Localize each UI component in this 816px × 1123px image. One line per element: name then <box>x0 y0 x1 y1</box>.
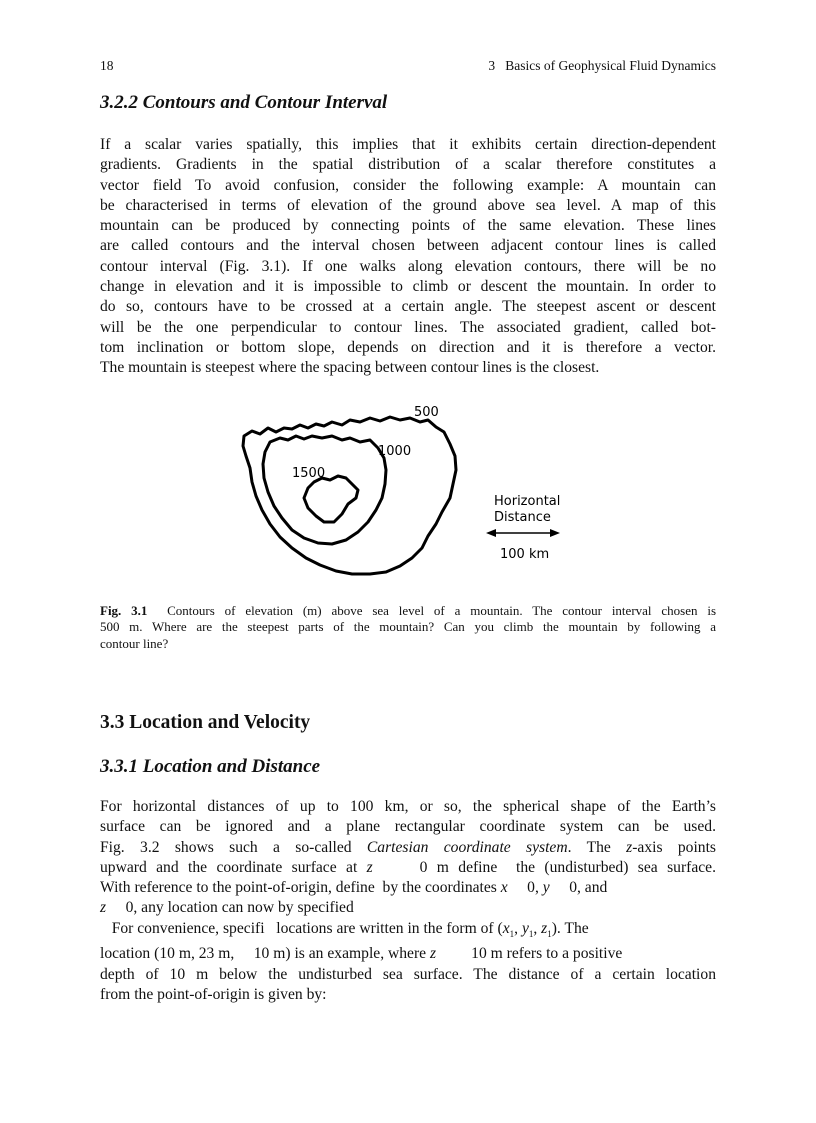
text-line: be characterised in terms of elevation of the ground above sea level. A map of this <box>100 196 716 214</box>
double-arrow-icon <box>486 529 560 537</box>
text-line: will be the one perpendicular to contour lines. The associated gradient, called bot- <box>100 318 716 336</box>
paragraph-convenience <box>100 919 716 1005</box>
scale-value: 100 km <box>500 547 550 562</box>
math-var: z <box>430 945 437 963</box>
text-line: are called contours and the interval chosen between adjacent contour lines is called <box>100 237 716 255</box>
text-line <box>100 878 716 898</box>
text-run: 0, <box>507 879 543 897</box>
term-cartesian: Cartesian coordinate system <box>366 838 568 856</box>
math-var: y <box>542 879 550 897</box>
figure-contour-map <box>230 398 590 598</box>
text-line: from the point-of-origin is given by: <box>100 986 327 1003</box>
text-run: -axis points <box>632 838 716 856</box>
caption-text: Contours of elevation (m) above sea level of a mountain. The contour interval chosen is <box>167 603 717 618</box>
math-var: z <box>626 838 633 856</box>
text-line: If a scalar varies spatially, this implies that it exhibits certain direction-dependent <box>100 136 716 153</box>
text-line: For horizontal distances of up to 100 km, or so, the spherical shape of the Earth’s <box>100 798 716 815</box>
section-heading-3-3: 3.3 Location and Velocity <box>100 712 311 733</box>
text-run: 0, any location can now by specified <box>106 899 354 917</box>
math-var: z <box>541 920 548 937</box>
subscript: 1 <box>547 929 552 940</box>
caption-line: 500 m. Where are the steepest parts of the mountain? Can you climb the mountain by following a <box>100 619 716 635</box>
text-run: , <box>514 920 522 937</box>
text-line: depth of 10 m below the undisturbed sea surface. The distance of a certain location <box>100 965 716 983</box>
text-run: , <box>533 920 542 937</box>
text-run: For convenience, specifi locations are written in the form of ( <box>111 920 503 937</box>
text-line: surface can be ignored and a plane rectangular coordinate system can be used. <box>100 818 716 836</box>
subsection-heading-3-3-1: 3.3.1 Location and Distance <box>100 756 321 777</box>
page-number: 18 <box>100 58 114 73</box>
text-line: change in elevation and it is impossible to climb or descent the mountain. In order to <box>100 278 716 296</box>
running-title: 3 Basics of Geophysical Fluid Dynamics <box>488 58 716 73</box>
contour-label-500: 500 <box>414 405 439 420</box>
text-line <box>100 898 716 918</box>
text-line: The mountain is steepest where the spacing between contour lines is the closest. <box>100 359 600 377</box>
contour-line-1500 <box>304 476 358 522</box>
text-run: ). The <box>551 920 589 937</box>
caption-label: Fig. 3.1 <box>100 603 148 618</box>
scale-label-line1: Horizontal <box>494 494 561 509</box>
text-run: upward and the coordinate surface at <box>100 858 367 876</box>
scale-label-line2: Distance <box>494 510 551 525</box>
caption-line <box>100 603 716 619</box>
text-run: With reference to the point-of-origin, define by the coordinates <box>100 879 501 897</box>
text-run: . The <box>567 838 627 856</box>
text-run: 0, and <box>549 879 608 897</box>
math-var: z <box>100 899 107 917</box>
text-line: tom inclination or bottom slope, depends on direction and it is therefore a vector. <box>100 338 716 356</box>
contour-line-1000 <box>263 436 386 544</box>
math-var: z <box>366 858 373 876</box>
math-var: x <box>502 920 510 937</box>
text-run: 0 m define the (undisturbed) sea surface. <box>372 858 716 876</box>
text-line: mountain can be produced by connecting points of the same elevation. These lines <box>100 217 716 235</box>
text-run: Fig. 3.2 shows such a so-called <box>100 838 367 856</box>
text-line: do so, contours have to be crossed at a certain angle. The steepest ascent or descent <box>100 298 716 316</box>
paragraph-location <box>100 797 716 919</box>
caption-line: contour line? <box>100 635 169 651</box>
text-line: gradients. Gradients in the spatial distribution of a scalar therefore constitutes a <box>100 156 716 174</box>
text-run: 10 m refers to a positive <box>436 945 623 963</box>
figure-caption <box>100 603 716 652</box>
running-header <box>100 58 716 76</box>
contour-label-1000: 1000 <box>378 444 412 459</box>
text-run: location (10 m, 23 m, 10 m) is an example, where <box>100 945 430 963</box>
text-line: contour interval (Fig. 3.1). If one walks along elevation contours, there will be no <box>100 257 716 275</box>
text-line <box>100 858 716 878</box>
text-line <box>100 944 716 964</box>
contour-label-1500: 1500 <box>292 466 326 481</box>
text-line: For convenience, specifi locations are written in the form of ($x_1$, $y_1$, $z_1$). The <box>111 920 589 940</box>
math-var: y <box>521 920 529 937</box>
contour-map-diagram <box>230 398 590 598</box>
text-line: vector field To avoid confusion, consider the following example: A mountain can <box>100 176 716 194</box>
math-var: x <box>500 879 508 897</box>
subsection-heading-3-2-2: 3.2.2 Contours and Contour Interval <box>100 92 388 113</box>
text-line <box>100 838 716 858</box>
paragraph-contours <box>100 135 716 379</box>
